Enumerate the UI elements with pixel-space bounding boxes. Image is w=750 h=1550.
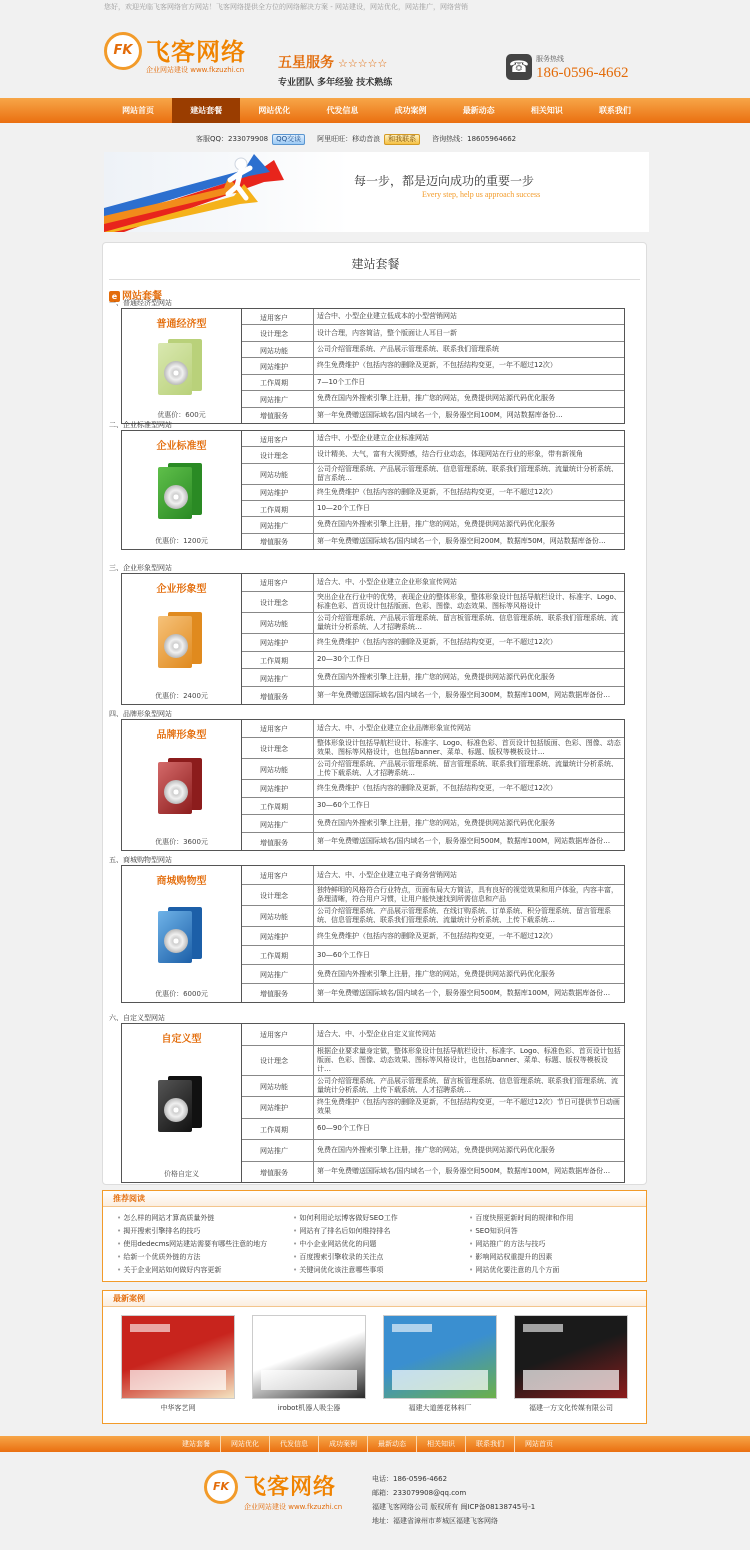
footer-link[interactable]: 网站优化 xyxy=(221,1436,270,1452)
logo-sub: 企业网站建设 www.fkzuzhi.cn xyxy=(146,66,245,74)
article-link[interactable]: • 关于企业网站如何做好内容更新 xyxy=(117,1265,293,1275)
case-title[interactable]: 福建大道莲花林料厂 xyxy=(408,1404,472,1412)
site-logo[interactable] xyxy=(104,32,254,92)
case-thumbnail[interactable] xyxy=(383,1315,497,1399)
package-summary xyxy=(122,720,242,850)
row-label: 网站维护 xyxy=(242,780,314,797)
row-value: 20—30个工作日 xyxy=(317,655,370,664)
package-table xyxy=(121,865,625,1003)
footer-info xyxy=(372,1472,535,1528)
table-row xyxy=(242,927,624,946)
row-label: 网站功能 xyxy=(242,464,314,484)
package-block xyxy=(109,298,644,421)
row-label: 网站推广 xyxy=(242,1140,314,1161)
table-row xyxy=(242,1140,624,1162)
row-value: 公司介绍管理系统、产品展示管理系统、留言板管理系统、信息管理系统、联系我们管理系统、流量统计分析系统、人才招聘系统… xyxy=(317,613,618,631)
package-block xyxy=(109,1013,644,1178)
logo-name: 飞客网络 xyxy=(146,38,246,66)
package-price: 优惠价：1200元 xyxy=(155,537,208,545)
row-label: 增值服务 xyxy=(242,984,314,1002)
footer-link[interactable]: 代发信息 xyxy=(270,1436,319,1452)
row-label: 网站推广 xyxy=(242,669,314,686)
footer-link[interactable]: 最新动态 xyxy=(368,1436,417,1452)
software-box-icon xyxy=(158,758,206,814)
row-label: 增值服务 xyxy=(242,1162,314,1183)
row-label: 适用客户 xyxy=(242,574,314,591)
row-value: 7—10个工作日 xyxy=(317,377,366,386)
package-heading: 四、品牌形象型网站 xyxy=(109,710,172,718)
row-value: 适合大、中、小型企业建立企业形象宣传网站 xyxy=(317,577,457,586)
package-heading: 一、普通经济型网站 xyxy=(109,299,172,307)
footer-nav xyxy=(0,1436,750,1452)
row-label: 网站功能 xyxy=(242,906,314,926)
table-row xyxy=(242,906,624,927)
row-label: 适用客户 xyxy=(242,1024,314,1045)
table-row xyxy=(242,391,624,407)
slogan xyxy=(278,52,392,88)
package-heading: 六、自定义型网站 xyxy=(109,1014,165,1022)
table-row xyxy=(242,1097,624,1119)
table-row xyxy=(242,309,624,325)
cases-panel xyxy=(102,1290,647,1424)
footer-link[interactable]: 网站首页 xyxy=(525,1440,553,1448)
package-price: 优惠价：2400元 xyxy=(155,692,208,700)
table-row xyxy=(242,1024,624,1046)
nav-item[interactable]: 网站优化 xyxy=(258,106,291,115)
row-label: 工作周期 xyxy=(242,798,314,815)
top-welcome-strip: 您好，欢迎光临飞客网络官方网站！飞客网络提供全方位的网络解决方案 - 网站建设，网站优化，网站推广，网络营销 xyxy=(104,3,468,11)
row-label: 工作周期 xyxy=(242,375,314,390)
row-label: 网站维护 xyxy=(242,358,314,373)
nav-item[interactable]: 网站首页 xyxy=(122,106,155,115)
header xyxy=(0,12,750,98)
row-value: 30—60个工作日 xyxy=(317,801,370,810)
table-row xyxy=(242,517,624,533)
case-item[interactable] xyxy=(514,1315,628,1413)
package-table xyxy=(121,573,625,705)
row-label: 网站推广 xyxy=(242,965,314,983)
row-value: 终生免费维护（包括内容的删除及更新，不包括结构变更，一年不超过12次） xyxy=(317,783,557,792)
row-value: 根据企业要求量身定做，整体形象设计包括导航栏设计、标准字、Logo、标准色彩、首页设计包括版面、色彩、图像、动态效果、图标等风格设计，也包括banner、菜单、标题、版权等模板设计… xyxy=(317,1046,621,1073)
table-row xyxy=(242,885,624,906)
row-label: 设计理念 xyxy=(242,738,314,758)
package-table xyxy=(121,430,625,550)
row-value: 免费在国内外搜索引擎上注册，推广您的网站，免费提供网站源代码优化服务 xyxy=(317,819,555,828)
table-row xyxy=(242,1119,624,1141)
package-summary xyxy=(122,431,242,549)
package-heading: 二、企业标准型网站 xyxy=(109,421,172,429)
table-row xyxy=(242,720,624,738)
table-row xyxy=(242,592,624,613)
package-table xyxy=(121,719,625,851)
row-value: 终生免费维护（包括内容的删除及更新，不包括结构变更，一年不超过12次）节日可提供节日动画效果 xyxy=(317,1098,620,1116)
cases-title: 最新案例 xyxy=(103,1291,646,1307)
table-row xyxy=(242,669,624,687)
software-box-icon xyxy=(158,463,206,519)
package-name: 企业标准型 xyxy=(156,441,207,452)
page-title: 建站套餐 xyxy=(351,257,400,271)
recommended-title: 推荐阅读 xyxy=(103,1191,646,1207)
table-row xyxy=(242,687,624,704)
row-value: 公司介绍管理系统、产品展示管理系统、留言板管理系统、信息管理系统、联系我们管理系统、流量统计分析系统、上传下载系统、人才招聘系统… xyxy=(317,1076,618,1094)
case-title[interactable]: irobot机器人吸尘器 xyxy=(277,1404,341,1412)
table-row xyxy=(242,965,624,984)
nav-item[interactable]: 代发信息 xyxy=(326,106,359,115)
row-label: 网站维护 xyxy=(242,1097,314,1118)
recommended-panel xyxy=(102,1190,647,1282)
row-label: 网站功能 xyxy=(242,1076,314,1097)
article-link[interactable]: • 中小企业网站优化的问题 xyxy=(293,1239,469,1249)
row-value: 免费在国内外搜索引擎上注册，推广您的网站，免费提供网站源代码优化服务 xyxy=(317,1145,555,1154)
footer-link[interactable]: 成功案例 xyxy=(319,1436,368,1452)
package-price: 优惠价：600元 xyxy=(157,411,206,419)
footer-logo[interactable] xyxy=(204,1470,374,1524)
case-title[interactable]: 福建一方文化传媒有限公司 xyxy=(529,1404,613,1412)
row-value: 适合中、小型企业建立低成本的小型营销网站 xyxy=(317,312,457,321)
package-details xyxy=(242,574,624,704)
row-value: 免费在国内外搜索引擎上注册，推广您的网站，免费提供网站源代码优化服务 xyxy=(317,673,555,682)
table-row xyxy=(242,358,624,374)
row-label: 工作周期 xyxy=(242,1119,314,1140)
table-row xyxy=(242,342,624,358)
row-label: 网站维护 xyxy=(242,927,314,945)
package-name: 商城购物型 xyxy=(156,876,207,887)
article-link[interactable]: • 百度快照更新时间的规律和作用 xyxy=(469,1213,645,1223)
row-value: 第一年免费赠送国际域名/国内域名一个，服务器空间500M，数据库100M，网站数据库备份… xyxy=(317,837,611,846)
table-row xyxy=(242,780,624,798)
package-details xyxy=(242,309,624,423)
article-link[interactable]: • 网站有了排名后如何维持排名 xyxy=(293,1226,469,1236)
footer-logo-sub: 企业网站建设 www.fkzuzhi.cn xyxy=(244,1503,343,1511)
case-item[interactable] xyxy=(121,1315,235,1413)
package-table xyxy=(121,308,625,424)
software-box-icon xyxy=(158,1076,206,1132)
row-value: 适合大、中、小型企业建立企业品牌形象宣传网站 xyxy=(317,723,471,732)
article-link[interactable]: • 怎么样的网站才算高质量外链 xyxy=(117,1213,293,1223)
wangwang-chat-button[interactable]: 和我联系 xyxy=(384,134,420,145)
package-details xyxy=(242,866,624,1002)
row-label: 网站功能 xyxy=(242,613,314,633)
footer-link[interactable]: 建站套餐 xyxy=(172,1436,221,1452)
package-details xyxy=(242,431,624,549)
row-value: 第一年免费赠送国际域名/国内域名一个，服务器空间200M，数据库50M，网站数据库备份… xyxy=(317,536,606,545)
software-box-icon xyxy=(158,612,206,668)
row-value: 终生免费维护（包括内容的删除及更新，不包括结构变更，一年不超过12次） xyxy=(317,637,557,646)
package-price: 优惠价：6000元 xyxy=(155,990,208,998)
tel-label: 咨询热线：18605964662 xyxy=(432,135,517,143)
package-heading: 五、商城购物型网站 xyxy=(109,856,172,864)
row-label: 网站维护 xyxy=(242,485,314,500)
table-row xyxy=(242,738,624,759)
footer-logo-name: 飞客网络 xyxy=(244,1475,337,1500)
article-link[interactable]: • 揭开搜索引擎排名的技巧 xyxy=(117,1226,293,1236)
row-label: 适用客户 xyxy=(242,431,314,446)
article-link[interactable]: • SEO知识问答 xyxy=(469,1226,645,1236)
article-link[interactable]: • 如何利用论坛博客做好SEO工作 xyxy=(293,1213,469,1223)
section-tag: e 网站套餐 xyxy=(109,287,162,302)
row-label: 增值服务 xyxy=(242,833,314,850)
telephone-icon: ☎ xyxy=(506,54,532,80)
contact-infobar xyxy=(196,132,616,146)
row-label: 适用客户 xyxy=(242,866,314,884)
table-row xyxy=(242,534,624,549)
row-value: 第一年免费赠送国际域名/国内域名一个，服务器空间300M，数据库100M，网站数据库备份… xyxy=(317,691,611,700)
package-name: 企业形象型 xyxy=(156,584,207,595)
table-row xyxy=(242,574,624,592)
row-label: 设计理念 xyxy=(242,885,314,905)
row-value: 公司介绍管理系统、产品展示管理系统、在线订购系统、订单系统、积分管理系统、留言管理系统、信息管理系统、联系我们管理系统、流量统计分析系统、上传下载系统… xyxy=(317,907,611,924)
row-value: 第一年免费赠送国际域名/国内域名一个，服务器空间500M，数据库100M，网站数据库备份… xyxy=(317,988,611,997)
software-box-icon xyxy=(158,907,206,963)
table-row xyxy=(242,431,624,447)
row-value: 突出企业在行业中的优势，表现企业的整体形象，整体形象设计包括导航栏设计、标准字、Logo、标准色彩、首页设计包括版面、色彩、图像、动态效果、图标等风格设计 xyxy=(317,592,621,610)
row-label: 设计理念 xyxy=(242,1046,314,1075)
row-label: 网站功能 xyxy=(242,342,314,357)
case-item[interactable] xyxy=(252,1315,366,1413)
package-block xyxy=(109,563,644,701)
package-name: 普通经济型 xyxy=(156,319,207,330)
package-name: 品牌形象型 xyxy=(156,730,207,741)
row-label: 设计理念 xyxy=(242,592,314,612)
banner-arrows-graphic xyxy=(104,152,649,232)
footer-logo-mark: FK xyxy=(204,1470,238,1504)
footer-line: 电话：186-0596-4662 xyxy=(372,1475,448,1483)
banner-subline: Every step, help us approach success xyxy=(422,190,541,199)
package-block xyxy=(109,709,644,847)
row-value: 免费在国内外搜索引擎上注册，推广您的网站，免费提供网站源代码优化服务 xyxy=(317,394,555,403)
row-label: 网站推广 xyxy=(242,517,314,532)
row-label: 适用客户 xyxy=(242,309,314,324)
row-label: 设计理念 xyxy=(242,325,314,340)
package-name: 自定义型 xyxy=(161,1034,202,1045)
row-label: 工作周期 xyxy=(242,501,314,516)
row-value: 第一年免费赠送国际域名/国内域名一个，服务器空间500M，数据库100M，网站数据库备份… xyxy=(317,1167,611,1176)
row-value: 终生免费维护（包括内容的删除及更新，不包括结构变更，一年不超过12次） xyxy=(317,361,557,370)
row-value: 免费在国内外搜索引擎上注册，推广您的网站，免费提供网站源代码优化服务 xyxy=(317,520,555,529)
package-block xyxy=(109,855,644,998)
package-price: 价格自定义 xyxy=(164,1170,199,1178)
row-label: 网站推广 xyxy=(242,391,314,406)
article-link[interactable]: • 影响网站权重提升的因素 xyxy=(469,1252,645,1262)
row-value: 60—90个工作日 xyxy=(317,1124,370,1133)
row-value: 公司介绍管理系统、产品展示管理系统、留言管理系统、联系我们管理系统、流量统计分析系统、上传下载系统、人才招聘系统… xyxy=(317,759,618,777)
footer-link[interactable]: 相关知识 xyxy=(417,1436,466,1452)
case-item[interactable] xyxy=(383,1315,497,1413)
table-row xyxy=(242,946,624,965)
row-label: 适用客户 xyxy=(242,720,314,737)
table-row xyxy=(242,447,624,463)
package-summary xyxy=(122,309,242,423)
row-value: 30—60个工作日 xyxy=(317,950,370,959)
row-value: 公司介绍管理系统、产品展示管理系统、联系我们管理系统 xyxy=(317,345,499,354)
case-title[interactable]: 中华客艺网 xyxy=(160,1404,196,1412)
row-label: 网站功能 xyxy=(242,759,314,779)
table-row xyxy=(242,866,624,885)
table-row xyxy=(242,1162,624,1183)
slogan-title: 五星服务 xyxy=(278,55,334,71)
package-block xyxy=(109,420,644,547)
article-link[interactable]: • 百度搜索引擎收录的关注点 xyxy=(293,1252,469,1262)
hero-banner xyxy=(104,152,649,232)
row-value: 适合中、小型企业建立企业标准网站 xyxy=(317,434,429,443)
logo-mark: FK xyxy=(104,32,142,70)
row-value: 设计精美、大气，富有大视野感，结合行业动态，体现网站在行业的形象，带有新视角 xyxy=(317,450,583,459)
footer-line: 邮箱：233079908@qq.com xyxy=(372,1489,467,1497)
row-label: 增值服务 xyxy=(242,534,314,549)
row-value: 第一年免费赠送国际域名/国内域名一个，服务器空间100M，网站数据库备份… xyxy=(317,410,563,419)
row-value: 整体形象设计包括导航栏设计、标准字、Logo、标准色彩、首页设计包括版面、色彩、图像、动态效果、图标等风格设计，也包括banner、菜单、标题、版权等模板设计… xyxy=(317,738,621,756)
row-label: 工作周期 xyxy=(242,946,314,964)
software-box-icon xyxy=(158,339,206,395)
table-row xyxy=(242,798,624,816)
package-summary xyxy=(122,574,242,704)
nav-item[interactable]: 联系我们 xyxy=(598,106,631,115)
table-row xyxy=(242,464,624,485)
package-details xyxy=(242,720,624,850)
table-row xyxy=(242,634,624,652)
row-value: 设计合理，内容简洁，整个版面让人耳目一新 xyxy=(317,328,457,337)
case-thumbnail[interactable] xyxy=(121,1315,235,1399)
table-row xyxy=(242,1046,624,1076)
row-value: 终生免费维护（包括内容的删除及更新，不包括结构变更，一年不超过12次） xyxy=(317,931,557,940)
nav-item[interactable]: 相关知识 xyxy=(530,106,563,115)
article-link[interactable]: • 给新一个优质外链的方法 xyxy=(117,1252,293,1262)
row-label: 网站推广 xyxy=(242,815,314,832)
qq-label: 客服QQ：233079908 xyxy=(196,135,269,143)
case-thumbnail[interactable] xyxy=(252,1315,366,1399)
slogan-sub: 专业团队 多年经验 技术熟练 xyxy=(278,78,393,88)
row-value: 公司介绍管理系统、产品展示管理系统、信息管理系统、联系我们管理系统、流量统计分析系统、留言系统… xyxy=(317,464,618,482)
package-heading: 三、企业形象型网站 xyxy=(109,564,172,572)
hotline-number: 186-0596-4662 xyxy=(536,65,629,81)
row-label: 增值服务 xyxy=(242,687,314,704)
footer-link[interactable]: 联系我们 xyxy=(466,1436,515,1452)
nav-item[interactable]: 建站套餐 xyxy=(172,98,240,123)
table-row xyxy=(242,815,624,833)
row-value: 10—20个工作日 xyxy=(317,504,370,513)
hotline-label: 服务热线 xyxy=(536,55,564,63)
e-icon: e xyxy=(109,291,120,302)
table-row xyxy=(242,375,624,391)
table-row xyxy=(242,485,624,501)
table-row xyxy=(242,984,624,1002)
row-value: 终生免费维护（包括内容的删除及更新，不包括结构变更，一年不超过12次） xyxy=(317,487,557,496)
nav-item[interactable]: 成功案例 xyxy=(394,106,427,115)
row-value: 免费在国内外搜索引擎上注册，推广您的网站，免费提供网站源代码优化服务 xyxy=(317,969,555,978)
article-link[interactable]: • 网站优化要注意的几个方面 xyxy=(469,1265,645,1275)
footer-line: 地址：福建省漳州市芗城区福建飞客网络 xyxy=(372,1517,498,1525)
article-link[interactable]: • 网站推广的方法与技巧 xyxy=(469,1239,645,1249)
table-row xyxy=(242,1076,624,1098)
table-row xyxy=(242,325,624,341)
banner-headline: 每一步，都是迈向成功的重要一步 xyxy=(354,174,535,188)
qq-chat-button[interactable]: QQ交谈 xyxy=(272,134,305,145)
table-row xyxy=(242,759,624,780)
packages-content xyxy=(102,242,647,1185)
footer-line: 福建飞客网络公司 版权所有 闽ICP备08138745号-1 xyxy=(372,1503,536,1511)
table-row xyxy=(242,613,624,634)
row-label: 网站维护 xyxy=(242,634,314,651)
nav-item[interactable]: 最新动态 xyxy=(462,106,495,115)
star-rating: ☆☆☆☆☆ xyxy=(338,57,388,70)
table-row xyxy=(242,833,624,850)
row-value: 独特鲜明的风格符合行业特点，页面布局大方简洁，具有良好的视觉效果和用户体验，内容丰富，条理清晰，符合用户习惯，让用户能快速找到所需信息和产品 xyxy=(317,886,618,903)
package-summary xyxy=(122,866,242,1002)
article-link[interactable]: • 使用dedecms网站建站需要有哪些注意的地方 xyxy=(117,1239,293,1249)
table-row xyxy=(242,501,624,517)
row-label: 增值服务 xyxy=(242,408,314,423)
row-value: 适合大、中、小型企业建立电子商务营销网站 xyxy=(317,870,457,879)
row-value: 适合大、中、小型企业自定义宣传网站 xyxy=(317,1029,436,1038)
article-link[interactable]: • 关键词优化该注意哪些事项 xyxy=(293,1265,469,1275)
package-summary xyxy=(122,1024,242,1182)
case-thumbnail[interactable] xyxy=(514,1315,628,1399)
package-table xyxy=(121,1023,625,1183)
table-row xyxy=(242,652,624,670)
row-label: 工作周期 xyxy=(242,652,314,669)
package-details xyxy=(242,1024,624,1182)
main-nav xyxy=(0,98,750,123)
row-label: 设计理念 xyxy=(242,447,314,462)
wangwang-label: 阿里旺旺：移动音浪 xyxy=(317,135,381,143)
package-price: 优惠价：3600元 xyxy=(155,838,208,846)
